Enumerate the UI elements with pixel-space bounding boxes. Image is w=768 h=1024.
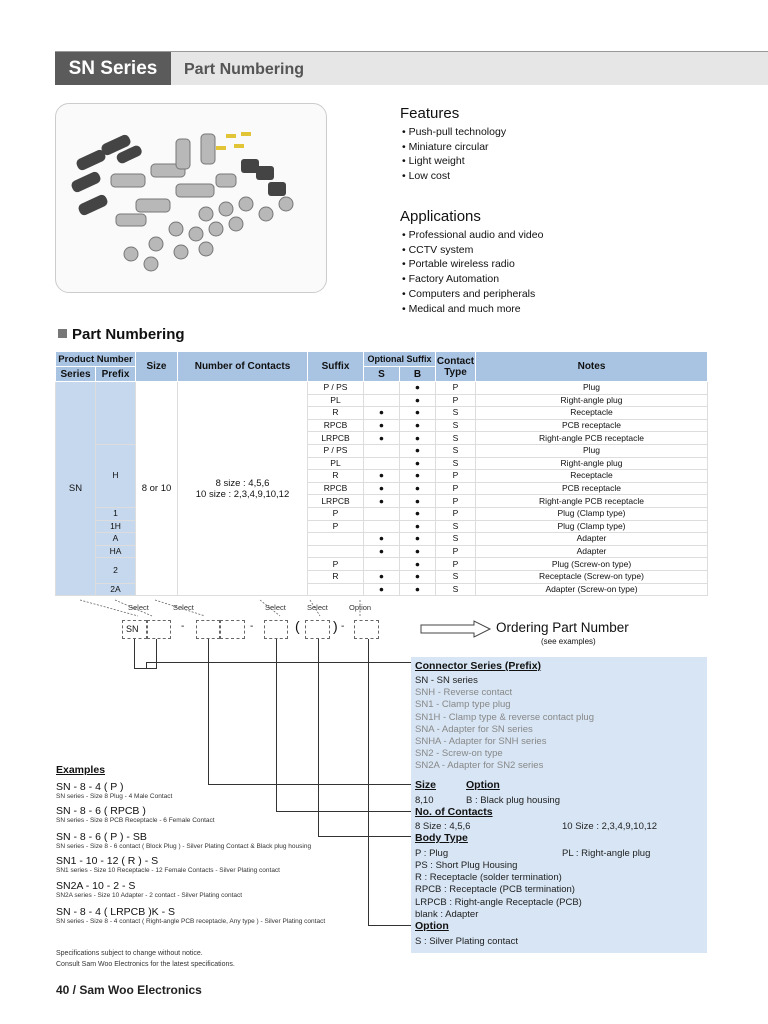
part-numbering-title: Part Numbering	[58, 326, 185, 343]
connector-series-list	[415, 675, 594, 773]
contact-type-cell: S	[436, 432, 476, 445]
b-cell: ●	[400, 495, 436, 508]
suffix-cell: P	[308, 558, 364, 571]
size-cell: 8 or 10	[136, 382, 178, 596]
page-footer: 40 / Sam Woo Electronics	[56, 983, 202, 997]
contacts-10: 10 Size : 2,3,4,9,10,12	[562, 821, 658, 832]
notes-cell: Right-angle plug	[476, 394, 708, 407]
example-item: SN2A - 10 - 2 - S SN2A series - Size 10 Adapter - 2 contact - Silver Plating contact	[56, 880, 243, 899]
contact-type-cell: P	[436, 470, 476, 483]
b-cell: ●	[400, 533, 436, 546]
series-item: SNH - Reverse contact	[415, 687, 513, 699]
b-cell: ●	[400, 558, 436, 571]
example-item: SN1 - 10 - 12 ( R ) - S SN1 series - Size 10 Receptacle - 12 Female Contacts - Silver Plating contact	[56, 855, 280, 874]
list-item: • Factory Automation	[402, 272, 543, 287]
s-cell: ●	[364, 495, 400, 508]
suffix-cell	[308, 583, 364, 596]
series-item: SNHA - Adapter for SNH series	[415, 736, 547, 748]
features-title: Features	[400, 105, 460, 122]
connector-line	[368, 639, 369, 926]
s-cell: ●	[364, 533, 400, 546]
s-cell: ●	[364, 570, 400, 583]
contact-type-cell: S	[436, 407, 476, 420]
suffix-cell: RPCB	[308, 482, 364, 495]
header-notes: Notes	[476, 352, 708, 382]
series-box: SN	[122, 620, 147, 639]
contact-type-cell: P	[436, 382, 476, 395]
page-title: Part Numbering	[171, 52, 768, 85]
s-cell: ●	[364, 470, 400, 483]
connector-line	[276, 811, 411, 812]
list-item: • Light weight	[402, 154, 506, 169]
notes-cell: PCB receptacle	[476, 419, 708, 432]
s-cell: ●	[364, 432, 400, 445]
notes-cell: Receptacle	[476, 470, 708, 483]
b-cell: ●	[400, 507, 436, 520]
series-title: SN Series	[55, 52, 171, 85]
connector-line	[146, 662, 411, 663]
body-type-list: PS : Short Plug Housing R : Receptacle (solder termination) RPCB : Receptacle (PCB termination) LRPCB : Right-angle Receptacle (PCB) blank : Adapter	[415, 860, 582, 920]
s-cell	[364, 382, 400, 395]
connector-line	[368, 925, 411, 926]
contact-type-cell: S	[436, 533, 476, 546]
s-cell: ●	[364, 482, 400, 495]
notes-cell: Right-angle PCB receptacle	[476, 432, 708, 445]
connector-line	[156, 639, 157, 669]
b-cell: ●	[400, 583, 436, 596]
dash: -	[341, 621, 345, 632]
series-item: SN - SN series	[415, 675, 478, 686]
features-list	[402, 125, 506, 184]
s-cell	[364, 507, 400, 520]
size-box	[196, 620, 220, 639]
b-cell: ●	[400, 457, 436, 470]
series-item: SN1H - Clamp type & reverse contact plug	[415, 711, 594, 723]
prefix-cell: 1H	[96, 520, 136, 533]
b-cell: ●	[400, 482, 436, 495]
header-b: B	[400, 367, 436, 382]
header-contacts: Number of Contacts	[178, 352, 308, 382]
b-cell: ●	[400, 382, 436, 395]
s-cell: ●	[364, 407, 400, 420]
list-item: • Portable wireless radio	[402, 257, 543, 272]
square-bullet-icon	[58, 329, 67, 338]
contact-type-cell: S	[436, 457, 476, 470]
example-item: SN - 8 - 4 ( P ) SN series - Size 8 Plug - 4 Male Contact	[56, 781, 173, 800]
b-cell: ●	[400, 407, 436, 420]
notes-cell: Receptacle (Screw-on type)	[476, 570, 708, 583]
contacts-title: No. of Contacts	[415, 806, 493, 818]
contact-type-cell: P	[436, 394, 476, 407]
contact-type-cell: P	[436, 482, 476, 495]
notes-cell: Plug (Clamp type)	[476, 507, 708, 520]
prefix-cell: A	[96, 533, 136, 546]
suffix-cell: LRPCB	[308, 495, 364, 508]
contacts-cell: 8 size : 4,5,6 10 size : 2,3,4,9,10,12	[178, 382, 308, 596]
example-item: SN - 8 - 6 ( P ) - SB SN series - Size 8 - 6 contact ( Block Plug ) - Silver Plating Contact & Black plug housing	[56, 831, 312, 850]
list-item: • Miniature circular	[402, 140, 506, 155]
select-label: Select	[128, 603, 149, 612]
contact-type-cell: S	[436, 444, 476, 457]
size-box-2	[220, 620, 245, 639]
contact-type-cell: S	[436, 419, 476, 432]
s-cell: ●	[364, 419, 400, 432]
list-item: • Professional audio and video	[402, 228, 543, 243]
paren-close: )	[333, 618, 338, 634]
size-title: Size	[415, 779, 437, 791]
connector-line	[208, 639, 209, 785]
notes-cell: Right-angle PCB receptacle	[476, 495, 708, 508]
b-cell: ●	[400, 570, 436, 583]
selector-arrows	[60, 598, 400, 622]
b-cell: ●	[400, 394, 436, 407]
notes-cell: Plug	[476, 382, 708, 395]
suffix-cell: R	[308, 570, 364, 583]
select-label: Select	[265, 603, 286, 612]
list-item: • Medical and much more	[402, 302, 543, 317]
part-numbering-table	[55, 351, 708, 596]
suffix-cell	[308, 545, 364, 558]
example-item: SN - 8 - 4 ( LRPCB )K - S SN series - Size 8 - 4 contact ( Right-angle PCB receptacle, Any type ) - Silver Plating contact	[56, 906, 326, 925]
dash: -	[250, 621, 254, 632]
arrow-right-icon	[420, 620, 492, 638]
option-value: B : Black plug housing	[466, 795, 561, 806]
body-plug: P : Plug	[415, 848, 449, 859]
s-cell	[364, 444, 400, 457]
contact-type-cell: P	[436, 558, 476, 571]
applications-title: Applications	[400, 208, 481, 225]
connector-line	[318, 836, 411, 837]
list-item: • CCTV system	[402, 243, 543, 258]
suffix-cell: PL	[308, 457, 364, 470]
suffix-cell: P / PS	[308, 444, 364, 457]
connector-line	[318, 639, 319, 837]
notes-cell: Right-angle plug	[476, 457, 708, 470]
header-size: Size	[136, 352, 178, 382]
examples-title: Examples	[56, 764, 106, 776]
applications-list	[402, 228, 543, 316]
series-item: SN1 - Clamp type plug	[415, 699, 511, 711]
s-cell	[364, 457, 400, 470]
notes-cell: Receptacle	[476, 407, 708, 420]
prefix-cell: 1	[96, 507, 136, 520]
notes-cell: Plug	[476, 444, 708, 457]
size-value: 8,10	[415, 795, 434, 806]
s-cell: ●	[364, 583, 400, 596]
b-cell: ●	[400, 545, 436, 558]
connector-line	[276, 639, 277, 812]
option-label: Option	[349, 603, 372, 612]
ordering-title: Ordering Part Number	[496, 620, 629, 635]
notes-cell: PCB receptacle	[476, 482, 708, 495]
notes-cell: Plug (Clamp type)	[476, 520, 708, 533]
s-cell: ●	[364, 545, 400, 558]
notes-cell: Adapter	[476, 533, 708, 546]
connector-series-title: Connector Series (Prefix)	[415, 660, 542, 672]
series-cell: SN	[56, 382, 96, 596]
contact-type-cell: S	[436, 583, 476, 596]
b-cell: ●	[400, 419, 436, 432]
product-photo	[55, 103, 327, 293]
table-row	[56, 382, 708, 395]
header-s: S	[364, 367, 400, 382]
select-label: Select	[307, 603, 328, 612]
s-cell	[364, 520, 400, 533]
contact-type-cell: P	[436, 507, 476, 520]
suffix-cell: RPCB	[308, 419, 364, 432]
prefix-cell: H	[96, 444, 136, 507]
contact-type-cell: P	[436, 495, 476, 508]
suffix-cell: R	[308, 470, 364, 483]
prefix-cell	[96, 382, 136, 445]
s-cell	[364, 394, 400, 407]
dash: -	[181, 621, 185, 632]
header-optional-suffix: Optional Suffix	[364, 352, 436, 367]
prefix-cell: 2A	[96, 583, 136, 596]
prefix-box	[147, 620, 171, 639]
suffix-box	[305, 620, 330, 639]
series-item: SNA - Adapter for SN series	[415, 723, 533, 735]
b-cell: ●	[400, 470, 436, 483]
series-item: SN2A - Adapter for SN2 series	[415, 760, 544, 772]
list-item: • Computers and peripherals	[402, 287, 543, 302]
option-value-2: S : Silver Plating contact	[415, 936, 518, 947]
body-right-angle-plug: PL : Right-angle plug	[562, 848, 651, 859]
prefix-cell: HA	[96, 545, 136, 558]
paren-open: (	[295, 618, 300, 634]
prefix-cell: 2	[96, 558, 136, 583]
notes-cell: Plug (Screw-on type)	[476, 558, 708, 571]
header-suffix: Suffix	[308, 352, 364, 382]
notes-cell: Adapter (Screw-on type)	[476, 583, 708, 596]
contact-type-cell: P	[436, 545, 476, 558]
body-type-title: Body Type	[415, 832, 468, 844]
list-item: • Push-pull technology	[402, 125, 506, 140]
example-item: SN - 8 - 6 ( RPCB ) SN series - Size 8 PCB Receptacle - 6 Female Contact	[56, 805, 215, 824]
option-box	[354, 620, 379, 639]
disclaimer: Specifications subject to change without notice. Consult Sam Woo Electronics for the latest specifications.	[56, 950, 235, 968]
suffix-cell: P / PS	[308, 382, 364, 395]
notes-cell: Adapter	[476, 545, 708, 558]
series-item: SN2 - Screw-on type	[415, 748, 503, 760]
b-cell: ●	[400, 432, 436, 445]
select-label: Select	[173, 603, 194, 612]
header-contact-type: Contact Type	[436, 352, 476, 382]
s-cell	[364, 558, 400, 571]
connector-line	[146, 662, 147, 669]
suffix-cell: LRPCB	[308, 432, 364, 445]
contacts-box	[264, 620, 288, 639]
suffix-cell	[308, 533, 364, 546]
header-product-number: Product Number	[56, 352, 136, 367]
suffix-cell: P	[308, 520, 364, 533]
header-series: Series	[56, 367, 96, 382]
contacts-8: 8 Size : 4,5,6	[415, 821, 471, 832]
see-examples: (see examples)	[541, 637, 596, 646]
connector-line	[134, 668, 156, 669]
connector-line	[208, 784, 411, 785]
suffix-cell: R	[308, 407, 364, 420]
contact-type-cell: S	[436, 570, 476, 583]
b-cell: ●	[400, 520, 436, 533]
header-prefix: Prefix	[96, 367, 136, 382]
suffix-cell: PL	[308, 394, 364, 407]
contact-type-cell: S	[436, 520, 476, 533]
suffix-cell: P	[308, 507, 364, 520]
option-title: Option	[466, 779, 500, 791]
option-title-2: Option	[415, 920, 449, 932]
connector-line	[134, 639, 135, 669]
b-cell: ●	[400, 444, 436, 457]
list-item: • Low cost	[402, 169, 506, 184]
